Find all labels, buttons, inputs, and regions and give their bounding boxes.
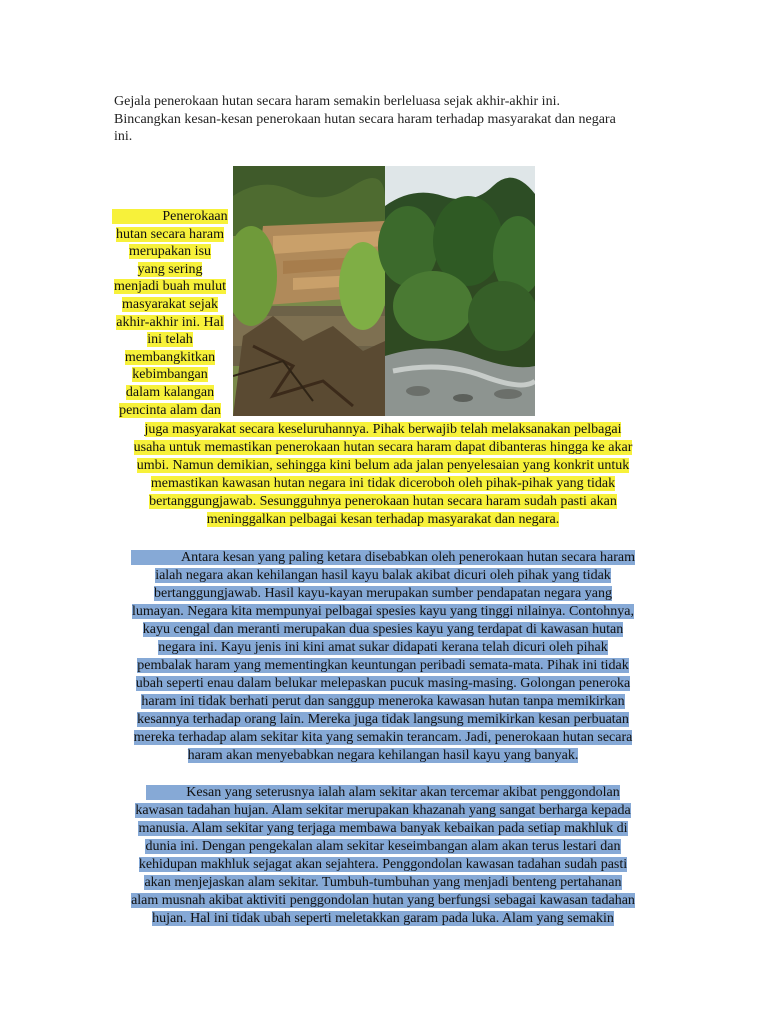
intro-line: juga masyarakat secara keseluruhannya. Pihak berwajib telah melaksanakan pelbagai [144, 422, 622, 437]
paragraph-line: akan menjejaskan alam sekitar. Tumbuh-tumbuhan yang menjadi benteng pertahanan [144, 875, 622, 890]
question-line: Bincangkan kesan-kesan penerokaan hutan secara haram terhadap masyarakat dan negara [114, 111, 616, 127]
paragraph-line: Antara kesan yang paling ketara disebabkan oleh penerokaan hutan secara haram [131, 550, 635, 565]
paragraph-line: Kesan yang seterusnya ialah alam sekitar akan tercemar akibat penggondolan [146, 785, 619, 800]
paragraph-line: hujan. Hal ini tidak ubah seperti meletakkan garam pada luka. Alam yang semakin [152, 911, 614, 926]
paragraph-line: kesannya terhadap orang lain. Mereka juga tidak langsung memikirkan kesan perbuatan [137, 712, 629, 727]
intro-wrap-line: membangkitkan [124, 349, 216, 365]
paragraph-line: bertanggungjawab. Hasil kayu-kayan merupakan sumber pendapatan negara yang [154, 586, 612, 601]
intro-wrap-line: menjadi buah mulut [114, 279, 226, 295]
paragraph-line: haram ini tidak berhati perut dan sanggup meneroka kawasan hutan tanpa memikirkan [141, 694, 625, 709]
paragraph-line: haram akan menyebabkan negara kehilangan hasil kayu yang banyak. [187, 748, 579, 763]
intro-wrap-line: ini telah [147, 332, 193, 348]
intro-wrap-line: yang sering [137, 261, 203, 277]
body-paragraph-3 [108, 784, 658, 928]
paragraph-line: ialah negara akan kehilangan hasil kayu balak akibat dicuri oleh pihak yang tidak [155, 568, 611, 583]
intro-wrap-line: kebimbangan [132, 367, 208, 383]
paragraph-line: negara ini. Kayu jenis ini kini amat sukar didapati kerana telah dicuri oleh pihak [158, 640, 608, 655]
intro-wrap-line: Penerokaan [112, 209, 227, 224]
intro-line: umbi. Namun demikian, sehingga kini belum ada jalan penyelesaian yang konkrit untuk [136, 458, 630, 473]
intro-wrap-line: masyarakat sejak [121, 296, 218, 312]
deforestation-photo [233, 166, 535, 416]
paragraph-line: dunia ini. Dengan pengekalan alam sekitar keseimbangan alam akan terus lestari dan [145, 839, 621, 854]
question-line: Gejala penerokaan hutan secara haram semakin berleluasa sejak akhir-akhir ini. [114, 94, 560, 109]
paragraph-line: mereka terhadap alam sekitar kita yang semakin terancam. Jadi, penerokaan hutan secara [133, 730, 633, 745]
intro-line: bertanggungjawab. Sesungguhnya penerokaan hutan secara haram sudah pasti akan [149, 494, 617, 509]
paragraph-line: kayu cengal dan meranti merupakan dua spesies kayu yang terdapat di kawasan hutan [142, 622, 624, 637]
intro-wrap-line: pencinta alam dan [119, 402, 221, 418]
paragraph-line: ubah seperti enau dalam belukar melepaskan pucuk masing-masing. Golongan peneroka [135, 676, 631, 691]
intro-wrap-line: akhir-akhir ini. Hal [116, 314, 224, 330]
paragraph-line: kawasan tadahan hujan. Alam sekitar merupakan khazanah yang sangat berharga kepada [135, 803, 631, 818]
paragraph-line: pembalak haram yang mementingkan keuntungan peribadi semata-mata. Pihak ini tidak [137, 658, 629, 673]
intro-line: meninggalkan pelbagai kesan terhadap masyarakat dan negara. [206, 512, 560, 527]
paragraph-line: lumayan. Negara kita mempunyai pelbagai spesies kayu yang tinggi nilainya. Contohnya, [132, 604, 634, 619]
intro-paragraph [108, 421, 658, 529]
intro-wrap-column [108, 208, 232, 419]
intro-wrap-line: hutan secara haram [115, 226, 225, 242]
intro-line: memastikan kawasan hutan negara ini tidak diceroboh oleh pihak-pihak yang tidak [150, 476, 616, 491]
essay-question [114, 93, 674, 146]
intro-line: usaha untuk memastikan penerokaan hutan secara haram dapat dibanteras hingga ke akar [133, 440, 633, 455]
intro-wrap-line: dalam kalangan [125, 384, 215, 400]
paragraph-line: manusia. Alam sekitar yang terjaga membawa banyak kebaikan pada setiap makhluk di [138, 821, 628, 836]
question-line: ini. [114, 129, 133, 144]
body-paragraph-2 [108, 549, 658, 765]
paragraph-line: alam musnah akibat aktiviti penggondolan hutan yang berfungsi sebagai kawasan tadahan [131, 893, 635, 908]
paragraph-line: kehidupan makhluk sejagat akan sejahtera. Penggondolan kawasan tadahan sudah pasti [138, 857, 628, 872]
intro-wrap-line: merupakan isu [128, 244, 212, 260]
